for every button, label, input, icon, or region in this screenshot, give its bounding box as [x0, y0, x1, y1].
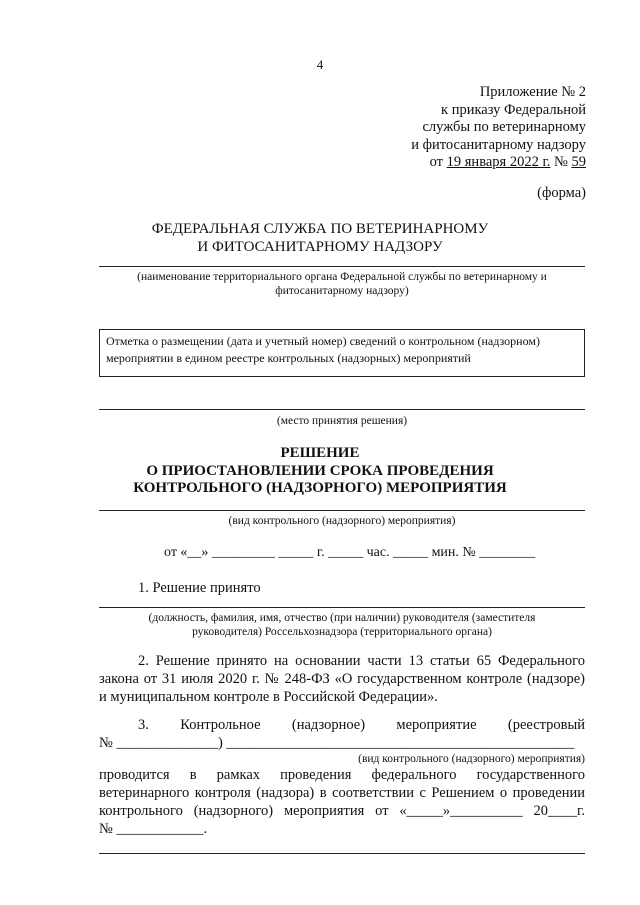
title-line: О ПРИОСТАНОВЛЕНИИ СРОКА ПРОВЕДЕНИЯ	[146, 462, 494, 479]
agency-line: ФЕДЕРАЛЬНАЯ СЛУЖБА ПО ВЕТЕРИНАРНОМУ	[151, 221, 489, 237]
item3-line: 3. Контрольное (надзорное) мероприятие (реестровый	[138, 717, 585, 733]
appendix-line: службы по ветеринарному	[422, 119, 586, 135]
caption-line: (наименование территориального органа Федеральной службы по ветеринарному и	[137, 271, 547, 283]
place-caption: (место принятия решения)	[276, 415, 408, 427]
bottom-fill-line	[99, 853, 585, 854]
title-line: КОНТРОЛЬНОГО (НАДЗОРНОГО) МЕРОПРИЯТИЯ	[133, 480, 507, 496]
item3-paragraph	[99, 716, 585, 838]
item3-line: ветеринарного контроля (надзора) в соответствии с Решением о проведении	[99, 785, 585, 801]
item1-caption	[99, 611, 585, 639]
event-type-caption: (вид контрольного (надзорного) мероприятия)	[228, 515, 456, 527]
registry-mark-box	[99, 329, 585, 377]
item2-paragraph	[99, 652, 585, 706]
item1-fill-line	[99, 607, 585, 608]
item2-line: закона от 31 июля 2020 г. № 248-ФЗ «О государственном контроле (надзоре)	[99, 671, 585, 687]
page-number: 4	[316, 57, 324, 72]
appendix-line: к приказу Федеральной	[441, 101, 586, 118]
item3-line: контрольного (надзорного) мероприятия от «_____»__________ 20____г.	[99, 803, 585, 819]
item3-caption: (вид контрольного (надзорного) мероприятия)	[358, 753, 585, 765]
appendix-order-line	[411, 154, 586, 172]
item1-text: 1. Решение принято	[138, 580, 261, 596]
title-line: РЕШЕНИЕ	[280, 445, 360, 461]
agency-line: И ФИТОСАНИТАРНОМУ НАДЗОРУ	[197, 239, 443, 255]
agency-name	[0, 220, 640, 256]
territorial-caption	[99, 270, 585, 298]
date-line: от «__» _________ _____ г. _____ час. _____ мин. № ________	[164, 545, 536, 560]
item3-line: проводится в рамках проведения федерального государственного	[99, 767, 585, 783]
item2-line: и муниципальном контроле в Российской Федерации».	[99, 689, 438, 705]
territorial-fill-line	[99, 266, 585, 267]
appendix-order-no-label: №	[554, 154, 568, 170]
item3-line: № ____________.	[99, 821, 208, 837]
appendix-block	[411, 84, 586, 172]
form-label: (форма)	[537, 185, 586, 201]
place-fill-line	[99, 409, 585, 410]
document-title	[0, 445, 640, 498]
item2-line: 2. Решение принято на основании части 13 статьи 65 Федерального	[138, 653, 585, 669]
caption-line: фитосанитарному надзору)	[275, 285, 409, 297]
event-type-fill-line	[99, 510, 585, 511]
registry-box-line: Отметка о размещении (дата и учетный номер) сведений о контрольном (надзорном)	[106, 334, 540, 348]
appendix-order-prefix: от	[429, 154, 444, 170]
caption-line: руководителя) Россельхознадзора (территориального органа)	[192, 626, 492, 638]
appendix-order-no: 59	[571, 154, 586, 170]
appendix-line: Приложение № 2	[479, 84, 586, 100]
registry-box-line: мероприятии в едином реестре контрольных (надзорных) мероприятий	[106, 351, 471, 365]
caption-line: (должность, фамилия, имя, отчество (при наличии) руководителя (заместителя	[148, 612, 536, 624]
item3-line: № ______________) ________________________________________________	[99, 735, 575, 751]
appendix-order-date: 19 января 2022 г.	[446, 154, 551, 170]
appendix-line: и фитосанитарному надзору	[411, 136, 586, 153]
